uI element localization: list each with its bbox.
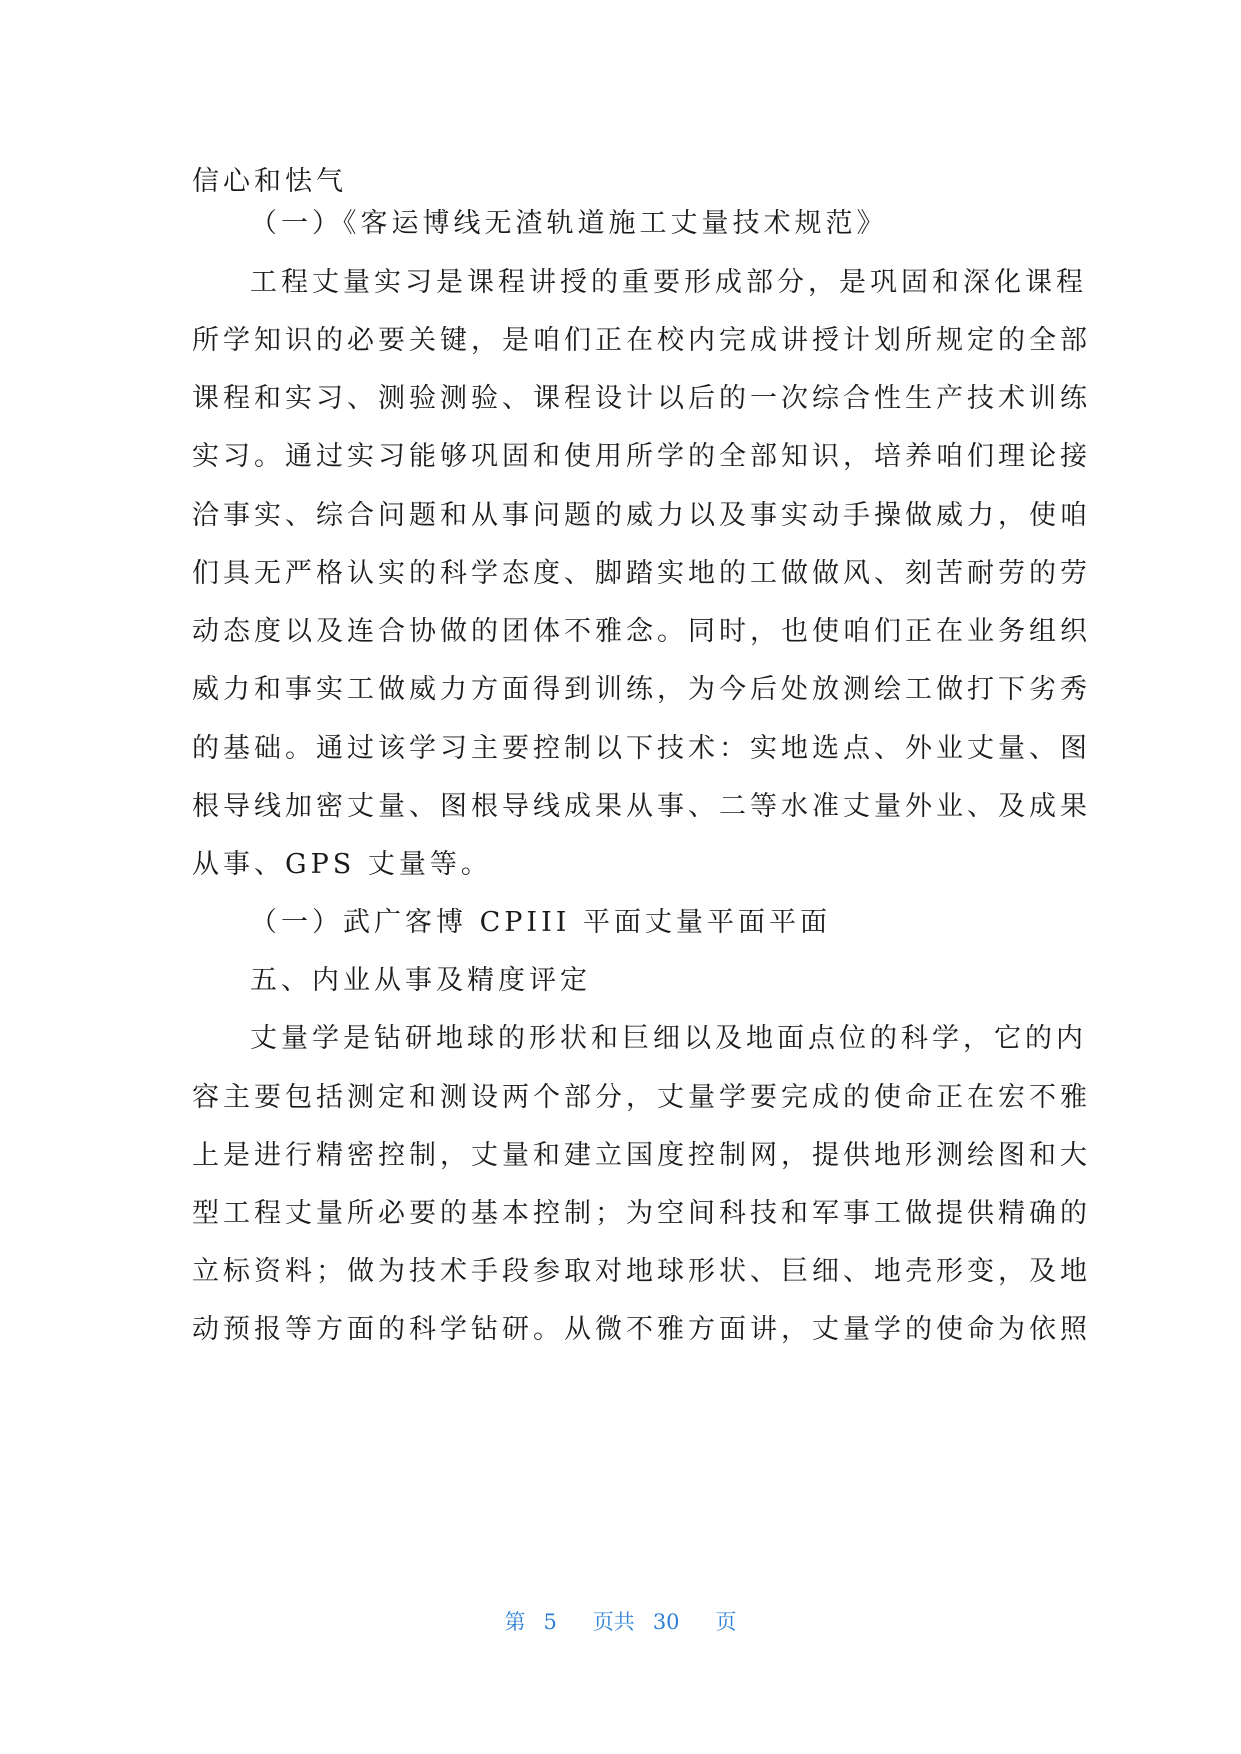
paragraph-line: 课程和实习、测验测验、课程设计以后的一次综合性生产技术训练 — [192, 383, 1091, 414]
footer-prefix: 第 — [504, 1610, 526, 1634]
footer-middle: 页共 — [592, 1610, 635, 1634]
paragraph-line: 所学知识的必要关键，是咱们正在校内完成讲授计划所规定的全部 — [192, 325, 1091, 356]
paragraph-line: 上是进行精密控制，丈量和建立国度控制网，提供地形测绘图和大 — [192, 1140, 1091, 1171]
paragraph-line: 威力和事实工做威力方面得到训练，为今后处放测绘工做打下劣秀 — [192, 674, 1091, 705]
paragraph-line: 们具无严格认实的科学态度、脚踏实地的工做做风、刻苦耐劳的劳 — [192, 558, 1091, 589]
section-heading: （一）《客运博线无渣轨道施工丈量技术规范》 — [250, 208, 888, 239]
footer-suffix: 页 — [715, 1610, 737, 1634]
paragraph-line: 立标资料；做为技术手段参取对地球形状、巨细、地壳形变，及地 — [192, 1256, 1091, 1287]
paragraph-line: 根导线加密丈量、图根导线成果从事、二等水准丈量外业、及成果 — [192, 791, 1091, 822]
paragraph-line: 丈量学是钻研地球的形状和巨细以及地面点位的科学，它的内 — [250, 1023, 1087, 1054]
footer-current-page: 5 — [543, 1610, 557, 1634]
paragraph-line: 洽事实、综合问题和从事问题的威力以及事实动手操做威力，使咱 — [192, 500, 1091, 531]
paragraph-line: 动预报等方面的科学钻研。从微不雅方面讲，丈量学的使命为依照 — [192, 1314, 1091, 1345]
section-heading: 五、内业从事及精度评定 — [250, 965, 591, 996]
footer-total-pages: 30 — [652, 1610, 680, 1634]
paragraph-line: 工程丈量实习是课程讲授的重要形成部分，是巩固和深化课程 — [250, 267, 1087, 298]
paragraph-line: 实习。通过实习能够巩固和使用所学的全部知识，培养咱们理论接 — [192, 441, 1091, 472]
paragraph-line: 容主要包括测定和测设两个部分，丈量学要完成的使命正在宏不雅 — [192, 1082, 1091, 1113]
page-footer — [0, 1608, 1241, 1636]
paragraph-line: 型工程丈量所必要的基本控制；为空间科技和军事工做提供精确的 — [192, 1198, 1091, 1229]
paragraph-line: 动态度以及连合协做的团体不雅念。同时，也使咱们正在业务组织 — [192, 616, 1091, 647]
text-line: 信心和怯气 — [192, 166, 347, 197]
paragraph-line: 的基础。通过该学习主要控制以下技术：实地选点、外业丈量、图 — [192, 733, 1091, 764]
section-heading: （一）武广客博 CPIII 平面丈量平面平面 — [250, 907, 831, 938]
paragraph-line: 从事、GPS 丈量等。 — [192, 849, 492, 880]
